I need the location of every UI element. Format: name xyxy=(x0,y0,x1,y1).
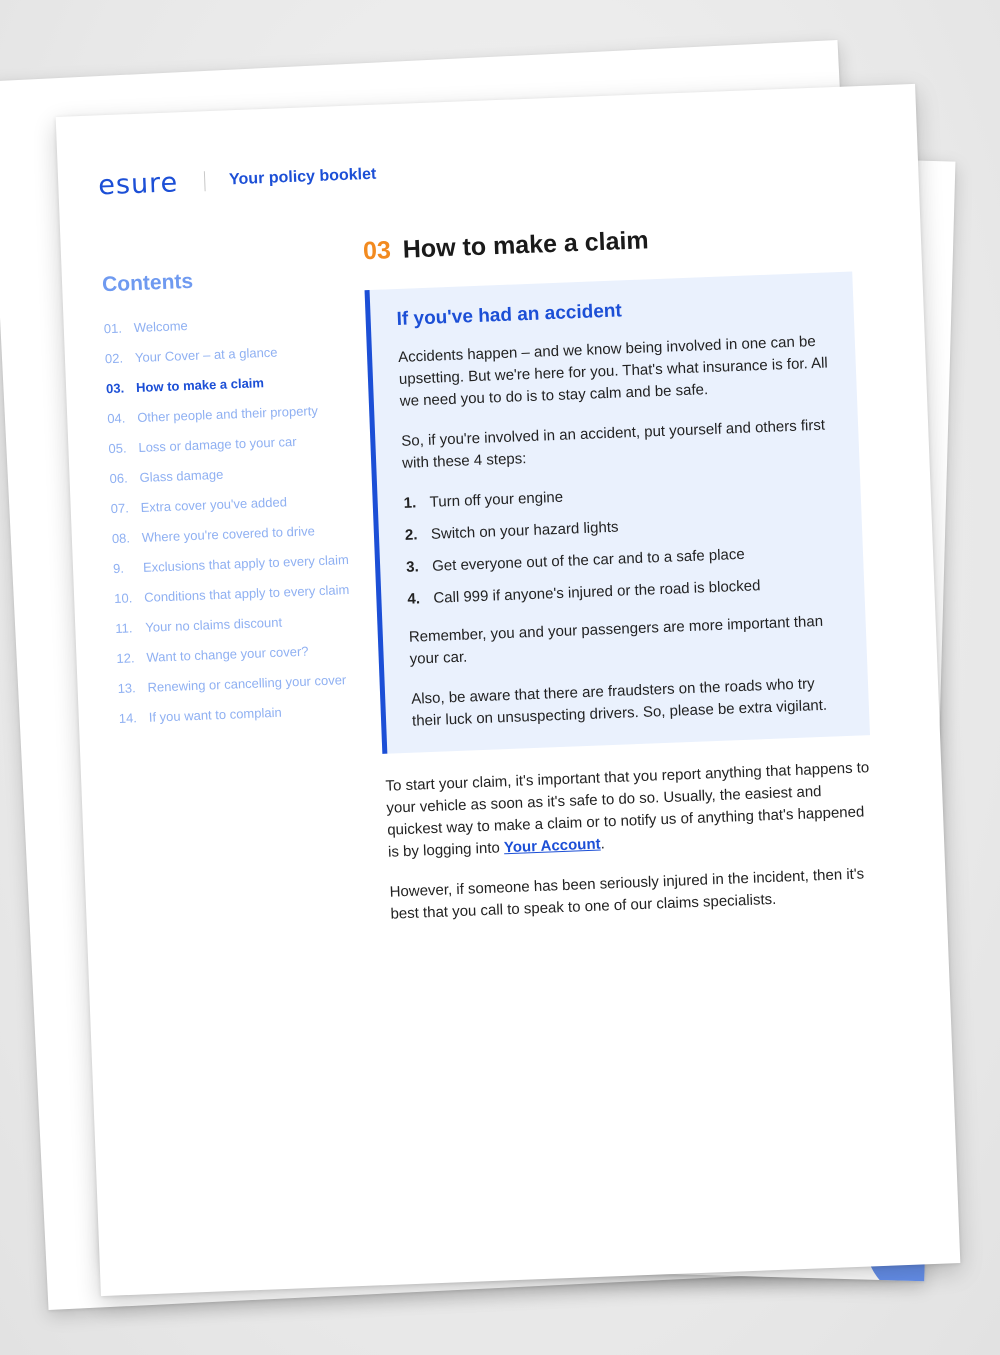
toc-item-loss-or-damage[interactable] xyxy=(108,427,369,461)
toc-item-label: Extra cover you've added xyxy=(140,494,288,515)
step-text: Call 999 if anyone's injured or the road is blocked xyxy=(433,577,761,607)
body-paragraph xyxy=(385,757,874,864)
step-number: 4. xyxy=(407,590,421,608)
toc-item-conditions[interactable] xyxy=(114,577,375,611)
toc-item-glass-damage[interactable] xyxy=(109,457,370,491)
accident-step xyxy=(406,540,842,579)
toc-item-complain[interactable] xyxy=(118,697,379,731)
toc-item-exclusions[interactable] xyxy=(113,547,374,581)
toc-item-label: Want to change your cover? xyxy=(146,643,309,665)
step-number: 3. xyxy=(405,558,420,576)
toc-item-number: 11. xyxy=(115,620,133,637)
body-paragraph: However, if someone has been seriously injured in the incident, then it's best that you call to speak to one of our claims specialists. xyxy=(389,865,865,923)
toc-item-how-to-make-a-claim[interactable] xyxy=(106,367,367,401)
toc-item-label: Glass damage xyxy=(139,466,224,485)
section-heading xyxy=(363,219,852,267)
toc-item-where-covered[interactable] xyxy=(111,517,372,551)
toc-item-number: 06. xyxy=(109,470,128,487)
toc-item-no-claims-discount[interactable] xyxy=(115,607,376,641)
page-header xyxy=(97,145,377,216)
toc-item-label: Renewing or cancelling your cover xyxy=(147,672,347,695)
toc-item-your-cover[interactable] xyxy=(105,337,366,371)
page-content xyxy=(97,125,919,1254)
toc-item-renewing-or-cancelling[interactable] xyxy=(117,667,378,701)
toc-item-welcome[interactable] xyxy=(103,307,364,341)
contents-title: Contents xyxy=(101,269,194,297)
toc-item-number: 07. xyxy=(110,500,130,517)
brand-logo: esure xyxy=(97,166,179,201)
toc-item-number: 9. xyxy=(112,560,125,577)
step-text: Turn off your engine xyxy=(429,488,564,511)
accident-callout xyxy=(365,271,870,753)
body-text: To start your claim, it's important that you report anything that happens to your vehicle as soon as it's safe to do so. Usually, the easiest and quickest way to make a claim or to notify us of anything that's happened is by logging into xyxy=(385,759,870,861)
toc-item-extra-cover[interactable] xyxy=(110,487,371,521)
toc-item-number: 08. xyxy=(111,530,131,547)
toc-item-number: 01. xyxy=(103,320,123,337)
toc-item-number: 12. xyxy=(116,650,135,666)
toc-item-label: Your no claims discount xyxy=(145,614,283,635)
callout-paragraph: Accidents happen – and we know being involved in one can be upsetting. But we're here for you. That's what insurance is for. All we need you to do is to stay calm and be safe. xyxy=(397,332,829,410)
header-divider xyxy=(204,171,206,191)
toc-item-number: 10. xyxy=(113,590,133,607)
your-account-link[interactable]: Your Account xyxy=(503,835,601,857)
toc-item-label: Where you're covered to drive xyxy=(141,523,316,545)
step-number: 2. xyxy=(404,526,418,544)
accident-step xyxy=(403,476,839,515)
contents-nav xyxy=(102,263,380,737)
callout-paragraph: Remember, you and your passengers are more important than your car. xyxy=(408,612,824,668)
booklet-title: Your policy booklet xyxy=(228,165,377,189)
section-number: 03 xyxy=(362,236,392,266)
toc-item-label: Conditions that apply to every claim xyxy=(143,582,350,605)
toc-item-label: Other people and their property xyxy=(136,403,319,426)
claim-instructions xyxy=(383,757,876,926)
toc-item-label: Welcome xyxy=(133,318,189,336)
toc-item-number: 13. xyxy=(117,680,137,696)
front-page-sheet xyxy=(56,84,961,1296)
toc-item-label: Loss or damage to your car xyxy=(138,433,297,456)
toc-item-label: How to make a claim xyxy=(135,375,265,396)
body-text: . xyxy=(600,835,606,853)
toc-item-label: Your Cover – at a glance xyxy=(134,344,278,366)
step-number: 1. xyxy=(403,494,417,512)
toc-item-other-people[interactable] xyxy=(107,397,368,431)
step-text: Get everyone out of the car and to a safe place xyxy=(431,545,745,575)
accident-step xyxy=(405,508,841,547)
accident-step xyxy=(407,572,843,611)
toc-item-number: 05. xyxy=(108,440,127,457)
toc-item-number: 03. xyxy=(105,380,125,397)
toc-item-number: 04. xyxy=(107,410,126,427)
toc-item-label: Exclusions that apply to every claim xyxy=(142,552,350,575)
toc-item-label: If you want to complain xyxy=(148,704,282,725)
callout-title: If you've had an accident xyxy=(396,300,623,330)
main-content xyxy=(363,219,878,944)
section-title: How to make a claim xyxy=(402,226,650,264)
accident-steps-list xyxy=(403,476,842,611)
step-text: Switch on your hazard lights xyxy=(430,518,619,543)
callout-paragraph: So, if you're involved in an accident, put yourself and others first with these 4 steps: xyxy=(401,416,826,472)
toc-item-change-cover[interactable] xyxy=(116,637,377,671)
toc-item-number: 02. xyxy=(104,350,124,367)
callout-paragraph: Also, be aware that there are fraudsters on the roads who try their luck on unsuspecting drivers. So, please be extra vigilant. xyxy=(410,675,828,730)
toc-item-number: 14. xyxy=(118,710,138,726)
